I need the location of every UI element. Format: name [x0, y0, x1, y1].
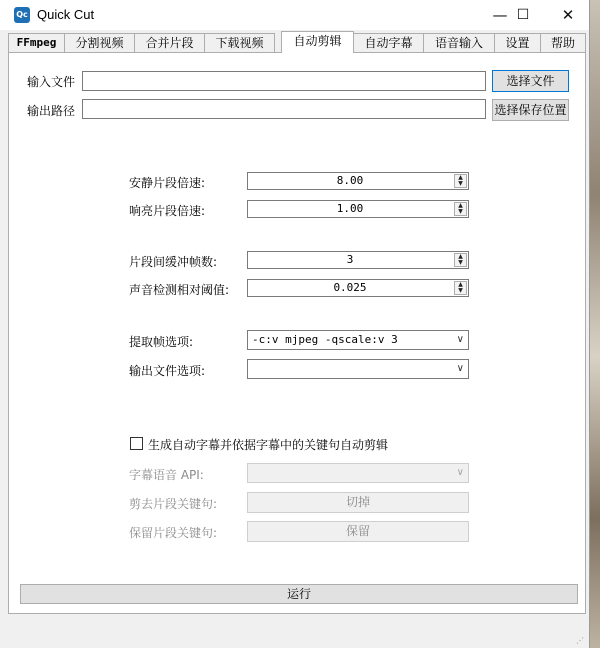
spin-down-icon[interactable]: ▼: [458, 180, 463, 187]
buffer-frames-value: 3: [346, 253, 354, 266]
choose-save-location-button[interactable]: 选择保存位置: [492, 99, 569, 121]
buffer-frames-label: 片段间缓冲帧数:: [129, 255, 218, 269]
tab-auto-subtitle[interactable]: 自动字幕: [353, 33, 424, 52]
loud-speed-label: 响亮片段倍速:: [129, 204, 206, 218]
extract-frame-options-value: -c:v mjpeg -qscale:v 3: [252, 333, 398, 346]
chevron-down-icon: ∨: [456, 363, 464, 374]
loud-speed-value: 1.00: [336, 202, 364, 215]
close-button[interactable]: ✕: [561, 6, 575, 24]
cut-keyword-label: 剪去片段关键句:: [129, 497, 218, 511]
silent-speed-label: 安静片段倍速:: [129, 176, 206, 190]
app-icon: Qc: [14, 7, 30, 23]
extract-frame-options-combo[interactable]: [247, 330, 469, 350]
tab-bar: [8, 31, 586, 53]
spin-up-icon[interactable]: ▲: [458, 281, 463, 288]
silent-speed-value: 8.00: [336, 174, 364, 187]
chevron-down-icon: ∨: [456, 334, 464, 345]
choose-file-button[interactable]: 选择文件: [492, 70, 569, 92]
auto-subtitle-checkbox[interactable]: [130, 437, 143, 450]
loud-speed-spinbox[interactable]: [247, 200, 469, 218]
output-path-label: 输出路径: [27, 104, 76, 118]
spin-down-icon[interactable]: ▼: [458, 287, 463, 294]
subtitle-api-label: 字幕语音 API:: [129, 468, 204, 482]
spin-up-icon[interactable]: ▲: [458, 202, 463, 209]
tab-auto-edit[interactable]: 自动剪辑: [281, 31, 354, 53]
auto-subtitle-checkbox-label[interactable]: 生成自动字幕并依据字幕中的关键句自动剪辑: [148, 438, 389, 452]
threshold-label: 声音检测相对阈值:: [129, 283, 230, 297]
title-bar: [0, 0, 589, 30]
minimize-button[interactable]: —: [492, 6, 508, 24]
input-file-label: 输入文件: [27, 75, 76, 89]
spin-arrows[interactable]: [454, 174, 467, 188]
output-file-options-combo[interactable]: [247, 359, 469, 379]
silent-speed-spinbox[interactable]: [247, 172, 469, 190]
cut-keyword-field[interactable]: 切掉: [247, 492, 469, 513]
output-file-options-label: 输出文件选项:: [129, 364, 206, 378]
tab-ffmpeg[interactable]: FFmpeg: [8, 33, 65, 52]
buffer-frames-spinbox[interactable]: [247, 251, 469, 269]
tab-voice-input[interactable]: 语音输入: [423, 33, 495, 52]
spin-up-icon[interactable]: ▲: [458, 174, 463, 181]
extract-frame-options-label: 提取帧选项:: [129, 335, 194, 349]
chevron-down-icon: ∨: [456, 467, 464, 478]
maximize-button[interactable]: ☐: [516, 7, 530, 23]
spin-down-icon[interactable]: ▼: [458, 208, 463, 215]
spin-arrows[interactable]: [454, 281, 467, 295]
tab-download-video[interactable]: 下载视频: [204, 33, 275, 52]
resize-grip-icon[interactable]: ⋰: [576, 636, 584, 645]
desktop-background: [590, 0, 600, 648]
input-file-field[interactable]: [82, 71, 486, 91]
spin-arrows[interactable]: [454, 253, 467, 267]
output-path-field[interactable]: [82, 99, 486, 119]
threshold-value: 0.025: [333, 281, 367, 294]
spin-up-icon[interactable]: ▲: [458, 253, 463, 260]
subtitle-api-combo[interactable]: [247, 463, 469, 483]
tab-merge-clips[interactable]: 合并片段: [134, 33, 205, 52]
tab-settings[interactable]: 设置: [494, 33, 541, 52]
tab-split-video[interactable]: 分割视频: [64, 33, 135, 52]
run-button[interactable]: 运行: [20, 584, 578, 604]
window-title: Quick Cut: [37, 7, 95, 22]
spin-arrows[interactable]: [454, 202, 467, 216]
spin-down-icon[interactable]: ▼: [458, 259, 463, 266]
threshold-spinbox[interactable]: [247, 279, 469, 297]
keep-keyword-label: 保留片段关键句:: [129, 526, 218, 540]
tab-help[interactable]: 帮助: [540, 33, 586, 52]
keep-keyword-field[interactable]: 保留: [247, 521, 469, 542]
